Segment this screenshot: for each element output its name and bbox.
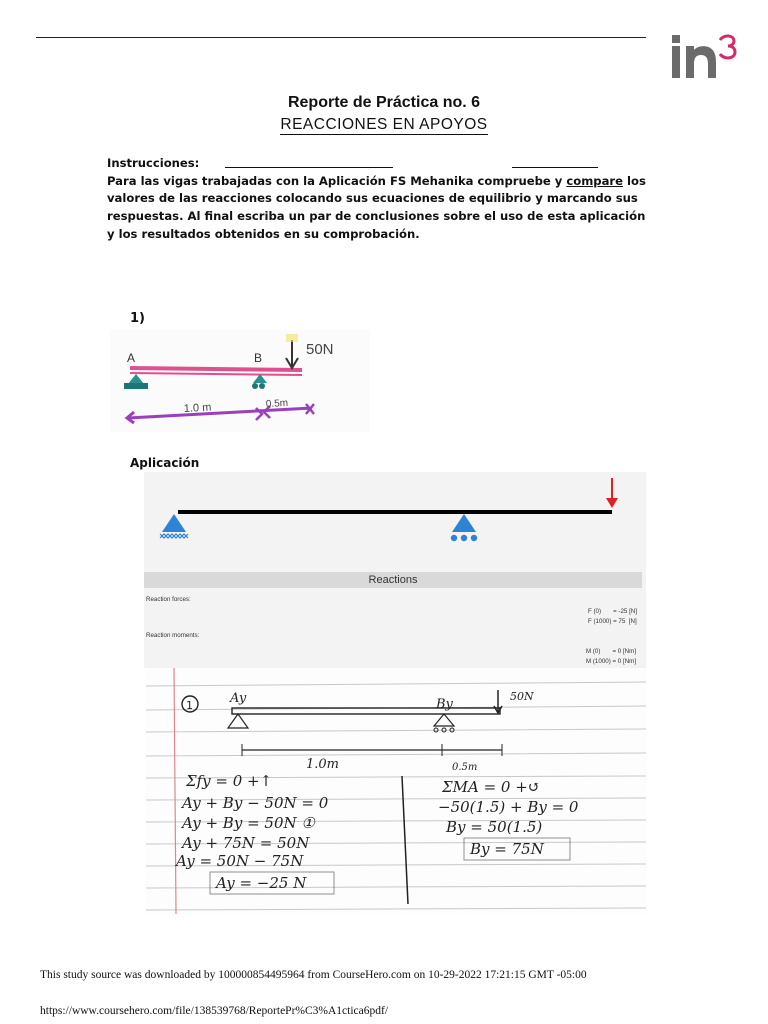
- instructions-body: [107, 173, 647, 244]
- instructions-post: los valores de las reacciones colocando sus ecuaciones de equilibrio y marcando sus respuestas. Al final escriba un par de conclusiones sobre el uso de esta aplicación y los resultados obtenidos en su comprobación.: [107, 173, 646, 241]
- notes-circled: 1: [186, 699, 193, 712]
- left-eq-6: Ay = −25 N: [216, 874, 307, 892]
- source-url[interactable]: https://www.coursehero.com/file/138539768/ReportePr%C3%A1ctica6pdf/: [40, 1005, 389, 1017]
- force-row-2: F (1000) = 75 [N]: [588, 618, 637, 625]
- left-eq-1: Σfy = 0 +↑: [186, 772, 273, 790]
- section-label: Aplicación: [130, 456, 200, 470]
- sketch-load: 50N: [306, 341, 334, 358]
- notes-load: 50N: [510, 690, 534, 703]
- left-eq-3: Ay + By = 50N ①: [182, 814, 315, 832]
- beam-sketch: [110, 330, 370, 437]
- right-eq-1: ΣMA = 0 +↺: [442, 778, 541, 796]
- left-eq-4: Ay + 75N = 50N: [182, 834, 310, 852]
- forces-label: Reaction forces:: [146, 596, 191, 603]
- right-eq-3: By = 50(1.5): [446, 818, 543, 836]
- subtitle-text: REACCIONES EN APOYOS: [280, 116, 488, 133]
- instructions-underlined: compare: [566, 173, 624, 188]
- left-eq-5: Ay = 50N − 75N: [176, 852, 304, 870]
- sketch-dim-2: 0.5m: [265, 397, 289, 410]
- download-note: This study source was downloaded by 100000854495964 from CourseHero.com on 10-29-2022 17:21:15 GMT -05:00: [40, 969, 587, 981]
- instructions-pre: Para las vigas trabajadas con la Aplicación FS Mehanika compruebe y: [107, 173, 567, 188]
- instructions-label: Instrucciones:: [107, 156, 200, 170]
- moment-row-2: M (1000) = 0 [Nm]: [586, 658, 637, 665]
- right-eq-2: −50(1.5) + By = 0: [438, 798, 579, 816]
- notes-by: By: [436, 697, 453, 712]
- app-beam-diagram: [144, 472, 646, 568]
- app-screenshot: [144, 472, 646, 668]
- handwritten-solution: [146, 668, 646, 919]
- moment-row-1: M (0) = 0 [Nm]: [586, 648, 637, 655]
- reactions-header: Reactions: [144, 572, 642, 588]
- document-title: Reporte de Práctica no. 6: [287, 94, 481, 111]
- notes-ay: Ay: [230, 691, 247, 706]
- sketch-label-b: B: [254, 351, 263, 365]
- left-eq-2: Ay + By − 50N = 0: [182, 794, 329, 812]
- moments-label: Reaction moments:: [146, 632, 200, 639]
- document-subtitle: [0, 116, 768, 134]
- notes-dim-1: 1.0m: [306, 757, 340, 772]
- instructions: [107, 155, 647, 244]
- problem-number: 1): [130, 311, 145, 326]
- force-row-1: F (0) = -25 [N]: [588, 608, 637, 615]
- sketch-dim-1: 1.0 m: [183, 401, 212, 415]
- header-rule: [36, 37, 646, 38]
- in3-logo: [668, 28, 748, 89]
- sketch-label-a: A: [127, 351, 136, 365]
- notes-dim-2: 0.5m: [452, 762, 478, 773]
- right-eq-4: By = 75N: [470, 840, 544, 858]
